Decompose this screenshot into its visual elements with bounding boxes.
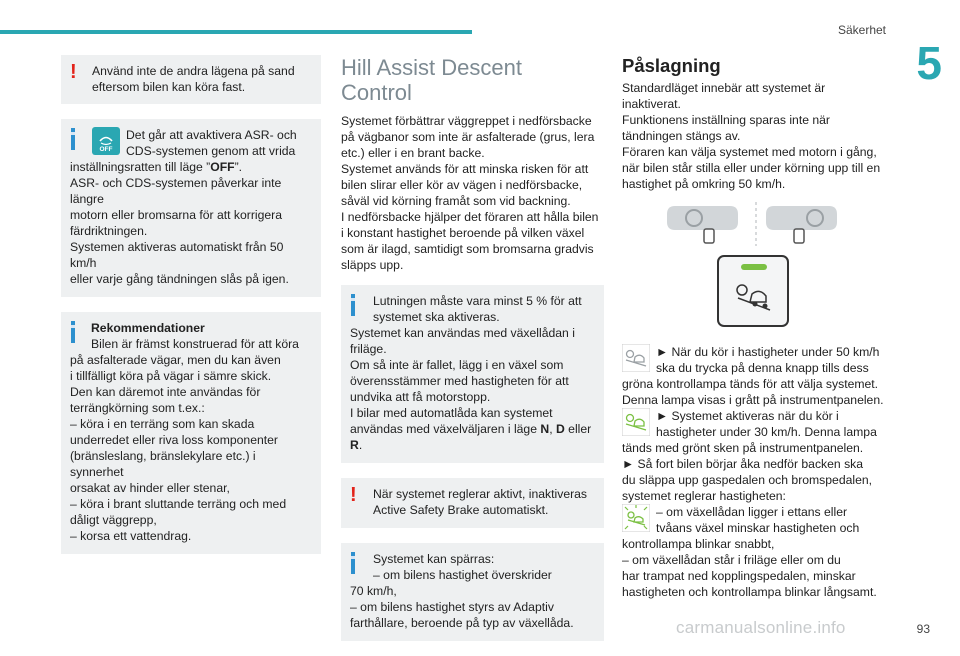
- info-icon: [71, 128, 75, 150]
- chapter-number: 5: [916, 37, 942, 89]
- text-line: på asfalterade vägar, men du kan även: [70, 353, 281, 367]
- column-left: [61, 55, 321, 569]
- text-line: släpps upp.: [341, 258, 404, 272]
- esc-off-icon: [92, 127, 120, 155]
- info-box: [341, 285, 604, 463]
- warning-icon: !: [70, 61, 77, 83]
- text-line: eftersom bilen kan köra fast.: [92, 80, 246, 94]
- text-line: – köra i en terräng som kan skada: [70, 417, 255, 431]
- text-line: Bilen är främst konstruerad för att köra: [91, 337, 299, 351]
- text-line: ► Systemet aktiveras när du kör i: [656, 409, 839, 423]
- text-line: I nedförsbacke hjälper det föraren att hålla bilen: [341, 210, 599, 224]
- header-accent-bar: [0, 30, 472, 34]
- text-line: överensstämmer med hastigheten för att: [350, 374, 569, 388]
- text-line: systemet reglerar hastigheten:: [622, 489, 786, 503]
- info-icon: [351, 294, 355, 316]
- text-line: etc.) eller i en brant backe.: [341, 146, 485, 160]
- text-line: ska du trycka på denna knapp tills dess: [656, 361, 869, 375]
- text-fragment: .: [358, 438, 363, 452]
- text-fragment: ,: [549, 422, 556, 436]
- text-fragment: användas med växelväljaren i läge: [350, 422, 541, 436]
- text-line: [350, 421, 595, 437]
- column-right: [622, 55, 892, 600]
- text-line: när bilen står stilla eller under körning upp till en: [622, 161, 881, 175]
- section-title: Säkerhet: [837, 23, 886, 37]
- text-line: Systemet kan användas med växellådan i: [350, 326, 575, 340]
- text-line: bilen slirar eller kör av vägen i nedförsbacke,: [341, 178, 583, 192]
- text-line: kontrollampa blinkar snabbt,: [622, 537, 775, 551]
- section-heading: Påslagning: [622, 55, 721, 76]
- text-line: Active Safety Brake automatiskt.: [373, 503, 549, 517]
- steering-wheel-controls-illustration: [622, 202, 892, 250]
- text-line: eller varje gång tändningen slås på igen.: [70, 272, 289, 286]
- gear-label: D: [555, 422, 565, 436]
- text-fragment: inställningsratten till läge ”: [70, 160, 211, 174]
- text-line: undvika att få motorstopp.: [350, 390, 491, 404]
- text-line: Funktionens inställning sparas inte när: [622, 113, 830, 127]
- text-fragment: ”.: [234, 160, 243, 174]
- text-line: friläge.: [350, 342, 387, 356]
- text-line: I bilar med automatlåda kan systemet: [350, 406, 553, 420]
- page-number: 93: [916, 622, 930, 636]
- text-line: hastighet på omkring 50 km/h.: [622, 177, 786, 191]
- text-line: färdriktningen.: [70, 224, 148, 238]
- text-line: ► När du kör i hastigheter under 50 km/h: [656, 345, 880, 359]
- text-line: Systemet används för att minska risken för att: [341, 162, 589, 176]
- text-line: Systemet förbättrar väggreppet i nedförsbacke: [341, 114, 592, 128]
- info-icon: [351, 552, 355, 574]
- text-line: på vägbanor som inte är asfalterade (grus, lera: [341, 130, 595, 144]
- text-line: hastigheter under 30 km/h. Denna lampa: [656, 425, 877, 439]
- text-line: Om så inte är fallet, lägg i en växel som: [350, 358, 564, 372]
- text-line: Föraren kan välja systemet med motorn i gång,: [622, 145, 877, 159]
- warning-box: [341, 478, 604, 528]
- text-line: i tillfälligt köra på vägar i sämre skick.: [70, 369, 272, 383]
- text-line: När systemet reglerar aktivt, inaktiveras: [373, 487, 588, 501]
- info-box: [61, 119, 321, 297]
- text-line: tänds med grönt sken på instrumentpanelen.: [622, 441, 864, 455]
- text-line: – om växellådan ligger i ettans eller: [656, 505, 848, 519]
- warning-icon: !: [350, 484, 357, 506]
- text-line: orsakat av hinder eller stenar,: [70, 481, 230, 495]
- text-line: Standardläget innebär att systemet är: [622, 81, 826, 95]
- text-line: CDS-systemen genom att vrida: [126, 144, 296, 158]
- text-line: tvåans växel minskar hastigheten och: [656, 521, 860, 535]
- text-line: 70 km/h,: [350, 584, 397, 598]
- text-line: gröna kontrollampa tänds för att välja systemet.: [622, 377, 879, 391]
- text-line: dåligt väggrepp,: [70, 513, 157, 527]
- text-line: [350, 437, 595, 453]
- text-line: tändningen stängs av.: [622, 129, 741, 143]
- text-line: ASR- och CDS-systemen påverkar inte längre: [70, 176, 282, 206]
- hill-descent-lamp-green-icon: [622, 408, 650, 436]
- text-line: i konstant hastighet beroende på vilken växel: [341, 226, 585, 240]
- text-line: inaktiverat.: [622, 97, 681, 111]
- text-line: Använd inte de andra lägena på sand: [92, 64, 295, 78]
- text-line: motorn eller bromsarna för att korrigera: [70, 208, 283, 222]
- svg-text:OFF: OFF: [99, 146, 113, 153]
- text-line: terrängkörning som t.ex.:: [70, 401, 205, 415]
- gear-label: N: [540, 422, 550, 436]
- warning-box: [61, 55, 321, 104]
- text-line: ► Så fort bilen börjar åka nedför backen ska: [622, 457, 864, 471]
- step-list: [622, 344, 892, 600]
- text-line: Det går att avaktivera ASR- och: [126, 128, 297, 142]
- text-line: har trampat ned kopplingspedalen, minskar: [622, 569, 856, 583]
- text-line: såväl vid körning framåt som vid backning.: [341, 194, 571, 208]
- text-line: underredet eller riva loss komponenter: [70, 433, 278, 447]
- column-middle: [341, 55, 604, 656]
- info-icon: [71, 321, 75, 343]
- watermark: carmanualsonline.info: [676, 618, 846, 637]
- text-line: (bränsleslang, bränslekylare etc.) i synnerhet: [70, 449, 256, 479]
- text-line: – köra i brant sluttande terräng och med: [70, 497, 287, 511]
- text-line: Systemen aktiveras automatiskt från 50 km/h: [70, 240, 284, 270]
- hill-descent-lamp-grey-icon: [622, 344, 650, 372]
- hill-descent-lamp-flashing-icon: [622, 504, 650, 532]
- text-line: Denna lampa visas i grått på instrumentpanelen.: [622, 393, 884, 407]
- text-line: som är ilagd, samtidigt som bromsarna gradvis: [341, 242, 594, 256]
- section-heading: Hill Assist Descent Control: [341, 55, 522, 105]
- text-line: Den kan däremot inte användas för: [70, 385, 261, 399]
- text-line: du släppa upp gaspedalen och bromspedalen,: [622, 473, 873, 487]
- mode-label: OFF: [210, 160, 235, 174]
- box-title: Rekommendationer: [91, 321, 205, 335]
- text-line: hastigheten och kontrollampa blinkar långsamt.: [622, 585, 877, 599]
- text-line: systemet ska aktiveras.: [373, 310, 500, 324]
- hill-descent-button-illustration: [622, 254, 892, 336]
- info-box: [61, 312, 321, 554]
- text-line: – om bilens hastighet överskrider: [373, 568, 552, 582]
- text-line: Lutningen måste vara minst 5 % för att: [373, 294, 582, 308]
- gear-label: R: [350, 438, 359, 452]
- text-line: – korsa ett vattendrag.: [70, 529, 192, 543]
- text-line: farthållare, beroende på typ av växellåda.: [350, 616, 574, 630]
- text-line: – om bilens hastighet styrs av Adaptiv: [350, 600, 554, 614]
- text-fragment: eller: [564, 422, 592, 436]
- text-line: Systemet kan spärras:: [373, 552, 495, 566]
- text-line: – om växellådan står i friläge eller om du: [622, 553, 841, 567]
- info-box: [341, 543, 604, 641]
